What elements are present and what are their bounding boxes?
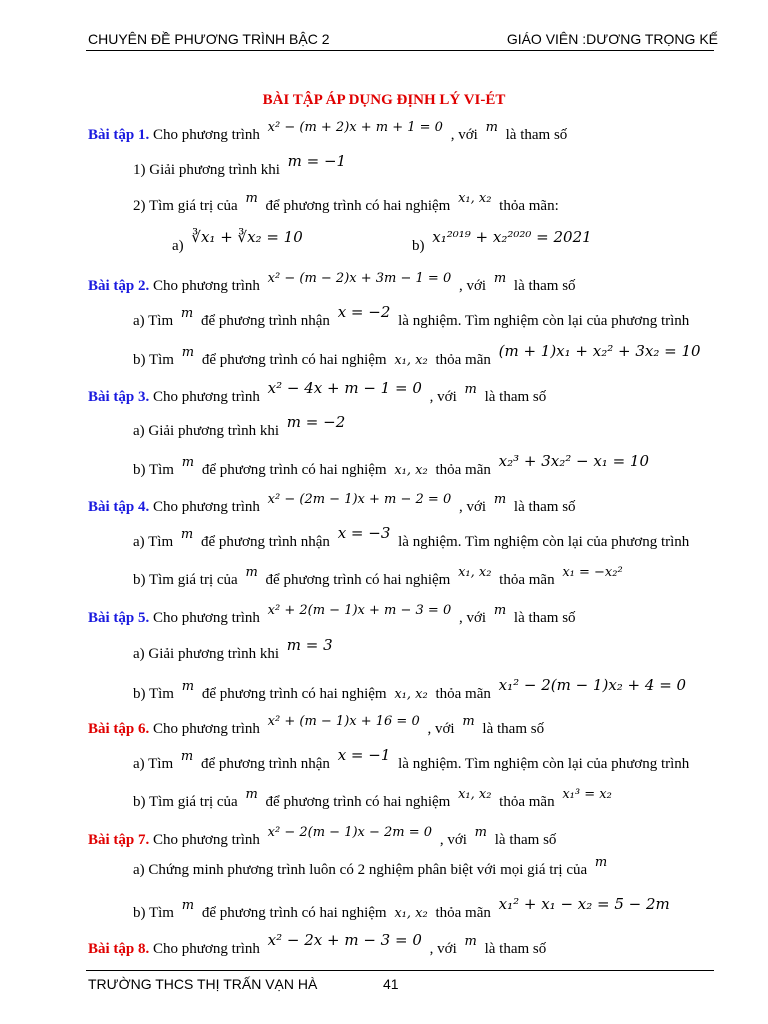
thoa-man: thỏa mãn: — [499, 198, 559, 214]
param-m: m — [181, 898, 195, 913]
part-text: b) Tìm — [133, 905, 174, 921]
la-tham-so: là tham số — [484, 941, 547, 957]
part-text: a) Chứng minh phương trình luôn có 2 nghiệm phân biệt với mọi giá trị của — [133, 862, 588, 878]
sub-condition: x₁²⁰¹⁹ + x₂²⁰²⁰ = 2021 — [432, 228, 592, 246]
condition: (m + 1)x₁ + x₂² + 3x₂ = 10 — [498, 342, 701, 360]
condition: x₁ = −x₂² — [562, 565, 623, 580]
cho-phuong-trinh: Cho phương trình — [153, 832, 260, 848]
exercise-7-part-a — [133, 855, 611, 879]
part-text: b) Tìm giá trị của — [133, 572, 238, 588]
exercise-label: Bài tập 1. — [88, 127, 150, 143]
exercise-3 — [88, 379, 547, 406]
part-text: 2) Tìm giá trị của — [133, 198, 238, 214]
param-m: m — [594, 855, 608, 870]
voi: , với — [429, 941, 457, 957]
exercise-3-part-a — [133, 413, 349, 440]
equation: x² − 4x + m − 1 = 0 — [267, 379, 422, 397]
part-value: m = −2 — [286, 413, 346, 431]
param-m: m — [181, 455, 195, 470]
voi: , với — [450, 127, 478, 143]
cho-phuong-trinh: Cho phương trình — [153, 499, 260, 515]
part-text-3: là nghiệm. Tìm nghiệm còn lại của phương trình — [398, 534, 690, 550]
exercise-1 — [88, 120, 568, 144]
equation: x² − (m + 2)x + m + 1 = 0 — [267, 120, 443, 135]
part-text-2: để phương trình nhận — [200, 534, 330, 550]
part-value: x = −2 — [337, 303, 391, 321]
param-m: m — [474, 825, 487, 840]
thoa-man: thỏa mãn — [435, 686, 491, 702]
part-value: m = −1 — [287, 152, 347, 170]
la-tham-so: là tham số — [494, 832, 557, 848]
la-tham-so: là tham số — [484, 389, 547, 405]
exercise-7-part-b — [133, 895, 674, 922]
cho-phuong-trinh: Cho phương trình — [153, 278, 260, 294]
sub-label: a) — [172, 238, 184, 254]
equation: x² + 2(m − 1)x + m − 3 = 0 — [267, 603, 452, 618]
equation: x² − 2(m − 1)x − 2m = 0 — [267, 825, 433, 840]
cho-phuong-trinh: Cho phương trình — [153, 721, 260, 737]
exercise-label: Bài tập 7. — [88, 832, 150, 848]
exercise-7 — [88, 825, 557, 849]
exercise-1-part-2 — [133, 191, 559, 215]
exercise-2 — [88, 271, 576, 295]
part-text-2: để phương trình nhận — [200, 756, 330, 772]
part-text: a) Tìm — [133, 756, 174, 772]
param-m: m — [462, 714, 475, 729]
param-m: m — [181, 345, 195, 360]
param-m: m — [245, 191, 258, 206]
part-text: a) Tìm — [133, 534, 174, 550]
part-text-2: để phương trình có hai nghiệm — [265, 572, 451, 588]
exercise-label: Bài tập 2. — [88, 278, 150, 294]
param-m: m — [493, 603, 507, 618]
thoa-man: thỏa mãn — [435, 462, 491, 478]
part-text-2: để phương trình có hai nghiệm — [265, 794, 451, 810]
exercise-label: Bài tập 3. — [88, 389, 150, 405]
thoa-man: thỏa mãn — [435, 905, 491, 921]
condition: x₁³ = x₂ — [562, 787, 612, 802]
voi: , với — [458, 499, 487, 515]
roots-x1-x2: x₁, x₂ — [394, 463, 428, 478]
exercise-1-sub-a — [172, 228, 307, 255]
part-text-2: để phương trình có hai nghiệm — [201, 905, 387, 921]
exercise-2-part-b — [133, 342, 705, 369]
exercise-4 — [88, 492, 576, 516]
part-text-2: để phương trình có hai nghiệm — [265, 198, 451, 214]
la-tham-so: là tham số — [513, 610, 576, 626]
equation: x² − 2x + m − 3 = 0 — [267, 931, 422, 949]
param-m: m — [180, 527, 194, 542]
header-left: CHUYÊN ĐỀ PHƯƠNG TRÌNH BẬC 2 — [88, 31, 330, 47]
param-m: m — [180, 749, 194, 764]
exercise-8 — [88, 931, 547, 958]
thoa-man: thỏa mãn — [499, 794, 555, 810]
condition: x₂³ + 3x₂² − x₁ = 10 — [498, 452, 649, 470]
sub-condition: ∛x₁ + ∛x₂ = 10 — [191, 228, 303, 246]
roots-x1-x2: x₁, x₂ — [394, 687, 428, 702]
roots-x1-x2: x₁, x₂ — [458, 787, 492, 802]
exercise-4-part-a — [133, 524, 690, 551]
part-text: b) Tìm — [133, 462, 174, 478]
param-m: m — [493, 492, 507, 507]
cho-phuong-trinh: Cho phương trình — [153, 389, 260, 405]
equation: x² − (m − 2)x + 3m − 1 = 0 — [267, 271, 452, 286]
voi: , với — [439, 832, 467, 848]
footer-school: TRƯỜNG THCS THỊ TRẤN VẠN HÀ — [88, 976, 318, 992]
exercise-label: Bài tập 6. — [88, 721, 150, 737]
exercise-label: Bài tập 5. — [88, 610, 150, 626]
exercise-label: Bài tập 4. — [88, 499, 150, 515]
part-value: x = −1 — [337, 746, 391, 764]
exercise-1-sub-b — [412, 228, 596, 255]
part-value: m = 3 — [286, 636, 333, 654]
roots-x1-x2: x₁, x₂ — [394, 906, 428, 921]
voi: , với — [458, 278, 487, 294]
thoa-man: thỏa mãn — [435, 352, 491, 368]
thoa-man: thỏa mãn — [499, 572, 555, 588]
exercise-5-part-a — [133, 636, 337, 663]
exercise-3-part-b — [133, 452, 653, 479]
param-m: m — [180, 306, 194, 321]
param-m: m — [493, 271, 507, 286]
roots-x1-x2: x₁, x₂ — [394, 353, 428, 368]
part-text: b) Tìm — [133, 686, 174, 702]
part-text-2: để phương trình có hai nghiệm — [201, 462, 387, 478]
cho-phuong-trinh: Cho phương trình — [153, 127, 260, 143]
part-text: a) Giải phương trình khi — [133, 646, 280, 662]
exercise-label: Bài tập 8. — [88, 941, 150, 957]
sub-label: b) — [412, 238, 425, 254]
part-value: x = −3 — [337, 524, 391, 542]
exercise-1-part-1 — [133, 152, 350, 179]
exercise-5 — [88, 603, 576, 627]
exercise-6-part-a — [133, 746, 690, 773]
voi: , với — [429, 389, 457, 405]
equation: x² + (m − 1)x + 16 = 0 — [267, 714, 420, 729]
param-m: m — [485, 120, 498, 135]
voi: , với — [427, 721, 455, 737]
part-text-2: để phương trình có hai nghiệm — [201, 352, 387, 368]
page-number: 41 — [383, 976, 399, 992]
param-m: m — [181, 679, 195, 694]
part-text: a) Giải phương trình khi — [133, 423, 280, 439]
part-text-2: để phương trình nhận — [200, 313, 330, 329]
param-m: m — [464, 934, 477, 949]
exercise-2-part-a — [133, 303, 690, 330]
param-m: m — [245, 565, 258, 580]
la-tham-so: là tham số — [505, 127, 568, 143]
condition: x₁² − 2(m − 1)x₂ + 4 = 0 — [498, 676, 687, 694]
param-m: m — [245, 787, 258, 802]
cho-phuong-trinh: Cho phương trình — [153, 941, 260, 957]
part-text: 1) Giải phương trình khi — [133, 162, 280, 178]
equation: x² − (2m − 1)x + m − 2 = 0 — [267, 492, 452, 507]
voi: , với — [458, 610, 487, 626]
roots-x1-x2: x₁, x₂ — [458, 191, 492, 206]
part-text-3: là nghiệm. Tìm nghiệm còn lại của phương trình — [398, 756, 690, 772]
roots-x1-x2: x₁, x₂ — [458, 565, 492, 580]
part-text-3: là nghiệm. Tìm nghiệm còn lại của phương trình — [398, 313, 690, 329]
exercise-6 — [88, 714, 545, 738]
exercise-6-part-b — [133, 787, 616, 811]
part-text-2: để phương trình có hai nghiệm — [201, 686, 387, 702]
la-tham-so: là tham số — [513, 278, 576, 294]
exercise-5-part-b — [133, 676, 690, 703]
condition: x₁² + x₁ − x₂ = 5 − 2m — [498, 895, 670, 913]
la-tham-so: là tham số — [482, 721, 545, 737]
part-text: a) Tìm — [133, 313, 174, 329]
footer-divider — [86, 970, 714, 971]
exercise-4-part-b — [133, 565, 627, 589]
page-title: BÀI TẬP ÁP DỤNG ĐỊNH LÝ VI-ÉT — [262, 92, 506, 108]
la-tham-so: là tham số — [513, 499, 576, 515]
cho-phuong-trinh: Cho phương trình — [153, 610, 260, 626]
header-divider — [86, 50, 714, 51]
part-text: b) Tìm — [133, 352, 174, 368]
param-m: m — [464, 382, 477, 397]
header-right: GIÁO VIÊN :DƯƠNG TRỌNG KẾ — [506, 31, 718, 47]
part-text: b) Tìm giá trị của — [133, 794, 238, 810]
